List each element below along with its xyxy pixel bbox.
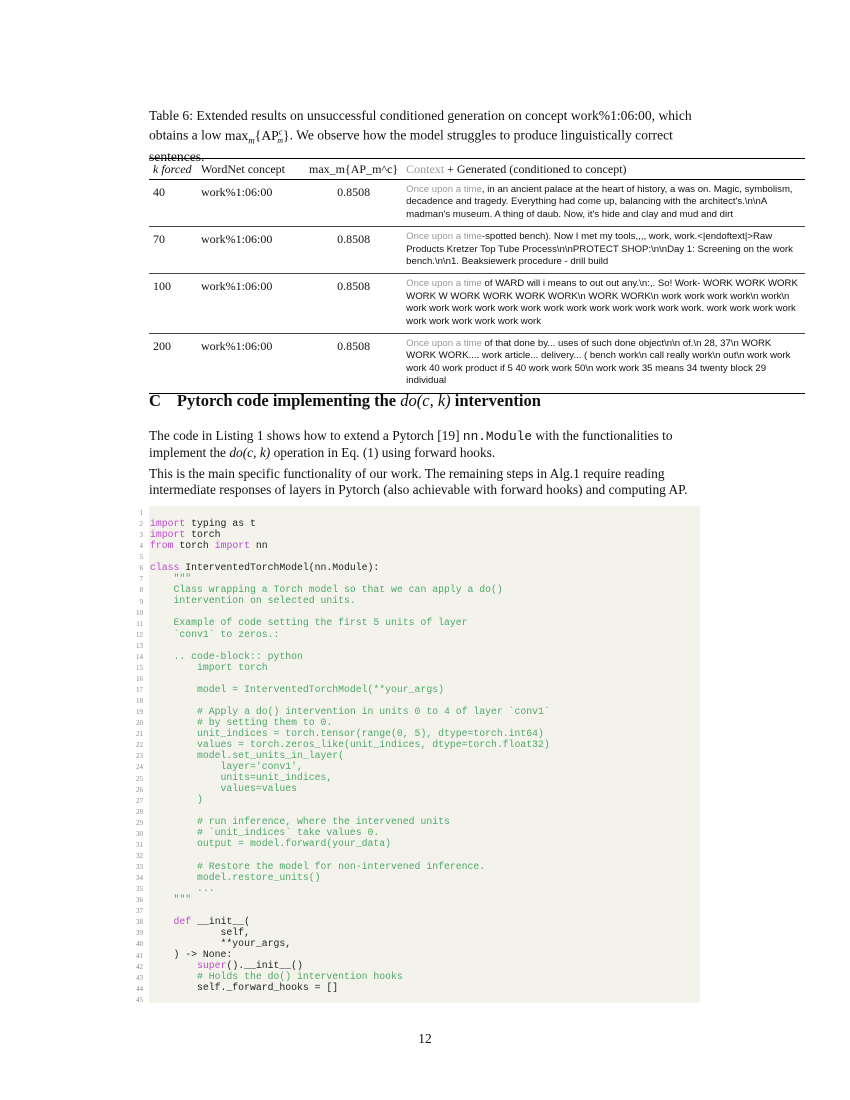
line-number: 37 [136,907,143,916]
code-line: # by setting them to 0. [150,716,333,728]
code-line [150,507,550,518]
line-number: 15 [136,663,143,672]
line-number: 42 [136,962,143,971]
cell-generated: Once upon a time of that done by... uses of such done object\n\n of.\n 28, 37\n WORK WORK WORK.... work article... delivery... ( bench work\n call really work\n out\n work work work 40 work product if 5 40 work work 50\n work work 35 means 34 twenty block 29 individual [402,334,805,394]
line-number: 9 [139,597,143,606]
line-number: 22 [136,741,143,750]
header-concept: WordNet concept [197,159,305,180]
code-line: # `unit_indices` take values 0. [150,827,380,839]
line-number: 35 [136,885,143,894]
caption-text-start: Table 6: Extended results on unsuccessful conditioned generation on concept work%1:06:00, which obtains a low [149,108,692,143]
line-numbers [119,508,143,1006]
code-line: def __init__( [173,915,250,927]
code-line: ... [150,882,215,894]
line-number: 43 [136,973,143,982]
section-heading: C Pytorch code implementing the do(c, k) intervention [149,391,541,410]
line-number: 10 [136,608,143,617]
cell-k: 70 [149,227,197,274]
line-number: 6 [139,564,143,573]
cell-concept: work%1:06:00 [197,227,305,274]
line-number: 29 [136,818,143,827]
cell-generated: Once upon a time-spotted bench). Now I met my tools,,,, work, work.<|endoftext|>Raw Products Kretzer Top Tube Process\n\nPROTECT SHOP:\n\nDay 1: Screening on the work bench.\n\n1. Beaksiewerk procedure - drill build [402,227,805,274]
header-generated: Context + Generated (conditioned to concept) [402,159,805,180]
line-number: 2 [139,520,143,529]
code-listing [150,507,550,1004]
line-number: 40 [136,940,143,949]
code-line: values = torch.zeros_like(unit_indices, dtype=torch.float32) [150,738,550,750]
code-line: model = InterventedTorchModel(**your_args) [150,683,444,695]
line-number: 39 [136,929,143,938]
code-line: Example of code setting the first 5 units of layer [150,617,468,629]
line-number: 7 [139,575,143,584]
line-number: 45 [136,995,143,1004]
line-number: 31 [136,840,143,849]
header-k-forced: k forced [149,159,197,180]
line-number: 28 [136,807,143,816]
code-line: self, [150,926,250,938]
line-number: 4 [139,542,143,551]
line-number: 26 [136,785,143,794]
code-line: ) [150,794,203,806]
table-header-row [149,159,805,180]
code-line: # Restore the model for non-intervened inference. [150,860,486,872]
code-line: import typing as t [150,518,256,530]
code-line: """ [150,893,192,905]
table-caption [149,108,705,165]
line-number: 17 [136,686,143,694]
cell-generated: Once upon a time of WARD will i means to out out any.\n:,. So! Work- WORK WORK WORK WORK W WORK WORK WORK WORK\n WORK WORK\n work work work work\n work\n work work work work work work work work work work work work work. work work work work work work work work work work [402,274,805,334]
table-row [149,227,805,274]
paragraph-1: The code in Listing 1 shows how to extend a Pytorch [19] nn.Module with the functionalities to implement the do(c, k) operation in Eq. (1) using forward hooks. [149,428,673,460]
line-number: 38 [136,918,143,927]
line-number: 16 [136,674,143,683]
line-number: 13 [136,641,143,650]
cell-generated: Once upon a time, in an ancient palace at the heart of history, a was on. Magic, symbolism, decadence and tragedy. Everything had come up, balancing with the architect's.\n\nA madman's museum. A thing of daub. Now, it's hide and clay and mud and dirt [402,180,805,227]
code-line: super().__init__() [197,959,303,971]
code-line: # Apply a do() intervention in units 0 to 4 of layer `conv1` [150,705,550,717]
paragraph-2: This is the main specific functionality of our work. The remaining steps in Alg.1 require reading intermediate responses of layers in Pytorch (also achievable with forward hooks) and computing AP. [149,466,688,497]
line-number: 27 [136,796,143,805]
code-line: unit_indices = torch.tensor(range(0, 5), dtype=torch.int64) [150,727,544,739]
line-number: 3 [139,531,143,540]
header-score: max_m{AP_m^c} [305,159,402,180]
code-line: units=unit_indices, [150,772,333,784]
line-number: 23 [136,752,143,761]
caption-text-end: . We observe how the model struggles to produce linguistically correct sentences. [149,127,673,165]
line-number: 30 [136,829,143,838]
line-number: 18 [136,697,143,706]
code-line: .. code-block:: python [150,650,303,662]
code-line: # Holds the do() intervention hooks [150,970,403,982]
cell-k: 200 [149,334,197,394]
code-line: Class wrapping a Torch model so that we can apply a do() [150,584,503,596]
line-number: 20 [136,719,143,728]
cell-concept: work%1:06:00 [197,180,305,227]
code-line [150,551,550,562]
code-line: model.set_units_in_layer( [150,750,345,762]
line-number: 44 [136,984,143,993]
table-row [149,334,805,394]
code-line: layer='conv1', [150,761,303,773]
line-number: 41 [136,951,143,960]
cell-k: 100 [149,274,197,334]
line-number: 8 [139,586,143,595]
line-number: 25 [136,774,143,783]
cell-concept: work%1:06:00 [197,274,305,334]
code-line [150,905,550,916]
code-line: self._forward_hooks = [] [150,982,339,994]
cell-score: 0.8508 [305,227,402,274]
page-number: 12 [418,1031,432,1046]
code-line: import torch [150,661,268,673]
code-line [150,606,550,617]
code-line: values=values [150,783,297,795]
code-line: """ [150,573,192,585]
line-number: 11 [136,619,143,628]
code-line: import torch [150,529,221,541]
results-table [149,158,805,394]
code-line: ) -> None: [150,948,233,960]
line-number: 36 [136,896,143,905]
code-line [150,849,550,860]
code-line [150,805,550,816]
line-number: 33 [136,863,143,871]
line-number: 32 [136,851,143,860]
code-line [150,673,550,684]
cell-score: 0.8508 [305,334,402,394]
table-row [149,274,805,334]
code-line: output = model.forward(your_data) [150,838,392,850]
code-line: model.restore_units() [150,871,321,883]
line-number: 1 [139,509,143,517]
code-line [150,993,550,1004]
cell-score: 0.8508 [305,180,402,227]
code-line: from torch import nn [150,540,268,552]
code-line: # run inference, where the intervened units [150,816,450,828]
line-number: 19 [136,708,143,717]
code-line: class InterventedTorchModel(nn.Module): [150,562,380,574]
cell-concept: work%1:06:00 [197,334,305,394]
code-line: `conv1` to zeros.: [150,628,280,640]
line-number: 34 [136,874,143,883]
code-line [150,695,550,706]
code-line [150,640,550,651]
caption-formula: $\max_m\{AP^c_m\}$ [224,127,290,146]
code-line: intervention on selected units. [150,595,356,607]
table-row [149,180,805,227]
line-number: 14 [136,652,143,661]
cell-score: 0.8508 [305,274,402,334]
line-number: 12 [136,630,143,639]
line-number: 5 [139,553,143,562]
line-number: 24 [136,763,143,772]
line-number: 21 [136,730,143,739]
cell-k: 40 [149,180,197,227]
code-line: **your_args, [150,937,292,949]
